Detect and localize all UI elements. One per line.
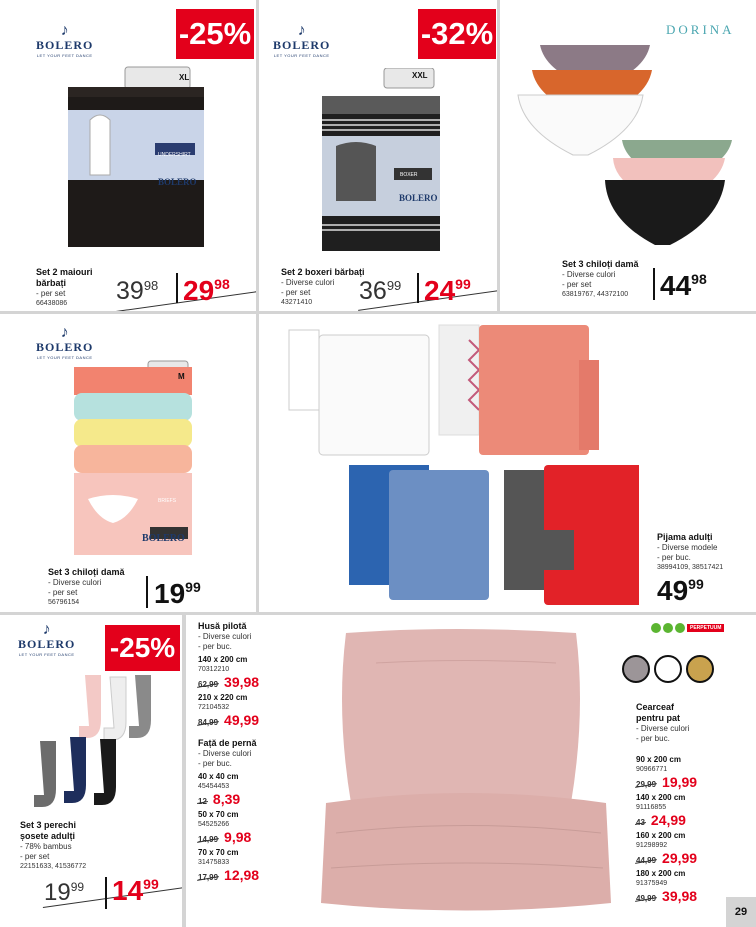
size-label: 70 x 70 cm	[198, 848, 239, 857]
product-detail: - per buc.	[198, 642, 232, 651]
new-price: 9,98	[224, 829, 252, 845]
new-price: 12,98	[224, 867, 260, 883]
product-detail: - Diverse culori	[198, 632, 252, 641]
product-code: 38994109, 38517421	[657, 564, 724, 571]
new-price: 39,98	[662, 888, 698, 904]
size-label: 40 x 40 cm	[198, 772, 239, 781]
old-price: 14,99	[198, 835, 219, 844]
old-price: 43	[636, 818, 645, 827]
product-image-bedding	[316, 623, 616, 923]
product-detail: - per set	[36, 289, 66, 298]
old-price: 84,99	[198, 718, 219, 727]
dancer-icon: ♪	[297, 22, 306, 39]
product-card-bedding[interactable]	[186, 615, 756, 927]
product-name: Set 2 boxeri bărbați	[281, 267, 365, 277]
product-name: Set 3 chiloți damă	[562, 259, 639, 269]
size-label: 160 x 200 cm	[636, 831, 686, 840]
color-swatch[interactable]	[686, 655, 714, 683]
old-price: 12	[198, 797, 207, 806]
product-detail: - Diverse culori	[48, 578, 102, 587]
page-number: 29	[726, 897, 756, 927]
new-price: 14 99	[112, 875, 159, 906]
bolero-logo: ♪ BOLERO LET YOUR FEET DANCE	[273, 22, 331, 58]
new-price: 19 99	[154, 578, 201, 609]
bolero-logo: ♪ BOLERO LET YOUR FEET DANCE	[36, 22, 94, 58]
price-divider	[417, 273, 419, 303]
product-image-sosete	[30, 673, 180, 813]
product-name: pentru pat	[636, 713, 680, 723]
product-code: 22151633, 41536772	[20, 863, 87, 870]
price-divider	[176, 273, 178, 303]
product-image-pijama	[279, 320, 639, 610]
new-price: 24 99	[424, 275, 471, 306]
old-price: 29,99	[636, 780, 657, 789]
old-price: 17,99	[198, 873, 219, 882]
price-divider	[653, 268, 655, 300]
size-label: 50 x 70 cm	[198, 810, 239, 819]
product-code: 45454453	[198, 783, 230, 790]
new-price: 8,39	[212, 791, 241, 807]
product-detail: - per buc.	[636, 734, 670, 743]
new-price: 29 98	[183, 275, 230, 306]
product-detail: - Diverse culori	[636, 724, 690, 733]
new-price: 24,99	[650, 812, 686, 828]
color-swatches	[622, 655, 714, 683]
color-swatch[interactable]	[622, 655, 650, 683]
product-image-boxeri	[314, 68, 444, 258]
discount-badge: -32%	[418, 9, 496, 59]
product-detail: - per set	[48, 588, 78, 597]
product-card-maiouri[interactable]	[0, 0, 256, 311]
new-price: 49 99	[657, 575, 704, 606]
bolero-logo: ♪ BOLERO LET YOUR FEET DANCE	[36, 324, 94, 360]
product-code: 66438086	[36, 300, 68, 307]
pack-brand-label: BOLERO	[158, 177, 197, 187]
product-name: Husă pilotă	[198, 621, 247, 631]
product-detail: - 78% bambus	[20, 842, 72, 851]
product-detail: - per buc.	[657, 553, 691, 562]
product-code: 54525266	[198, 821, 230, 828]
product-detail: - per buc.	[198, 759, 232, 768]
old-price: 19 99	[44, 881, 182, 905]
product-detail: - per set	[281, 288, 311, 297]
product-image-maiouri	[60, 65, 210, 255]
product-name: șosete adulți	[20, 831, 76, 841]
old-price: 62,99	[198, 680, 219, 689]
pack-brand-label: BOLERO	[399, 193, 438, 203]
bolero-logo: ♪ BOLERO LET YOUR FEET DANCE	[18, 621, 76, 657]
dancer-icon: ♪	[60, 324, 69, 341]
pack-type-label: BRIEFS	[158, 498, 177, 504]
product-name: Pijama adulți	[657, 532, 713, 542]
product-detail: - per set	[562, 280, 592, 289]
apple-icon	[675, 623, 685, 633]
product-code: 70312210	[198, 666, 230, 673]
product-code: 91116855	[636, 804, 667, 811]
perpetuum-logo: PERPETUUM	[651, 623, 724, 633]
product-detail: - Diverse culori	[198, 749, 252, 758]
dancer-icon: ♪	[42, 621, 51, 638]
product-code: 91298992	[636, 842, 668, 849]
discount-badge: -25%	[105, 625, 180, 671]
product-image-chiloti-dorina	[510, 40, 750, 250]
new-price: 29,99	[662, 850, 698, 866]
pack-size-label: M	[178, 372, 185, 381]
product-card-chiloti-bolero[interactable]	[0, 314, 256, 612]
pack-size-label: XXL	[412, 71, 428, 80]
apple-icon	[651, 623, 661, 633]
product-card-pijama[interactable]	[259, 314, 756, 612]
product-card-boxeri[interactable]	[259, 0, 497, 311]
price-divider	[146, 576, 148, 608]
size-label: 90 x 200 cm	[636, 755, 681, 764]
product-code: 63819767, 44372100	[562, 291, 629, 298]
product-code: 72104532	[198, 704, 230, 711]
old-price: 36 99	[359, 279, 497, 304]
product-code: 91375949	[636, 880, 668, 887]
new-price: 49,99	[224, 712, 260, 728]
new-price: 19,99	[662, 774, 698, 790]
size-label: 180 x 200 cm	[636, 869, 686, 878]
product-code: 31475833	[198, 859, 230, 866]
product-name: Set 3 chiloți damă	[48, 567, 125, 577]
product-detail: - Diverse culori	[562, 270, 616, 279]
old-price: 44,99	[636, 856, 657, 865]
product-name: Cearceaf	[636, 702, 675, 712]
size-label: 140 x 200 cm	[198, 655, 248, 664]
new-price: 39,98	[224, 674, 260, 690]
new-price: 44 98	[660, 270, 707, 301]
old-price: 39 98	[116, 279, 256, 304]
old-price: 49,99	[636, 894, 657, 903]
product-code: 56796154	[48, 599, 80, 606]
pack-size-label: XL	[179, 73, 190, 82]
product-card-sosete[interactable]	[0, 615, 182, 927]
discount-badge: -25%	[176, 9, 254, 59]
product-name: Față de pernă	[198, 738, 257, 748]
size-label: 140 x 200 cm	[636, 793, 686, 802]
apple-icon	[663, 623, 673, 633]
pack-brand-label: BOLERO	[142, 533, 185, 544]
dorina-logo: DORINA	[666, 22, 735, 37]
product-card-chiloti-dorina[interactable]	[500, 0, 756, 311]
pack-type-label: BOXER	[400, 172, 418, 178]
product-image-chiloti-bolero	[68, 359, 198, 559]
dancer-icon: ♪	[60, 22, 69, 39]
product-name: Set 2 maiouri bărbați	[36, 267, 93, 288]
product-detail: - Diverse culori	[281, 278, 335, 287]
product-name: Set 3 perechi	[20, 820, 77, 830]
pack-type-label: UNDERSHIRT	[158, 152, 191, 158]
product-detail: - per set	[20, 852, 50, 861]
color-swatch[interactable]	[654, 655, 682, 683]
product-code: 90966771	[636, 766, 668, 773]
product-code: 43271410	[281, 299, 313, 306]
size-label: 210 x 220 cm	[198, 693, 248, 702]
price-divider	[105, 877, 107, 909]
product-detail: - Diverse modele	[657, 543, 718, 552]
